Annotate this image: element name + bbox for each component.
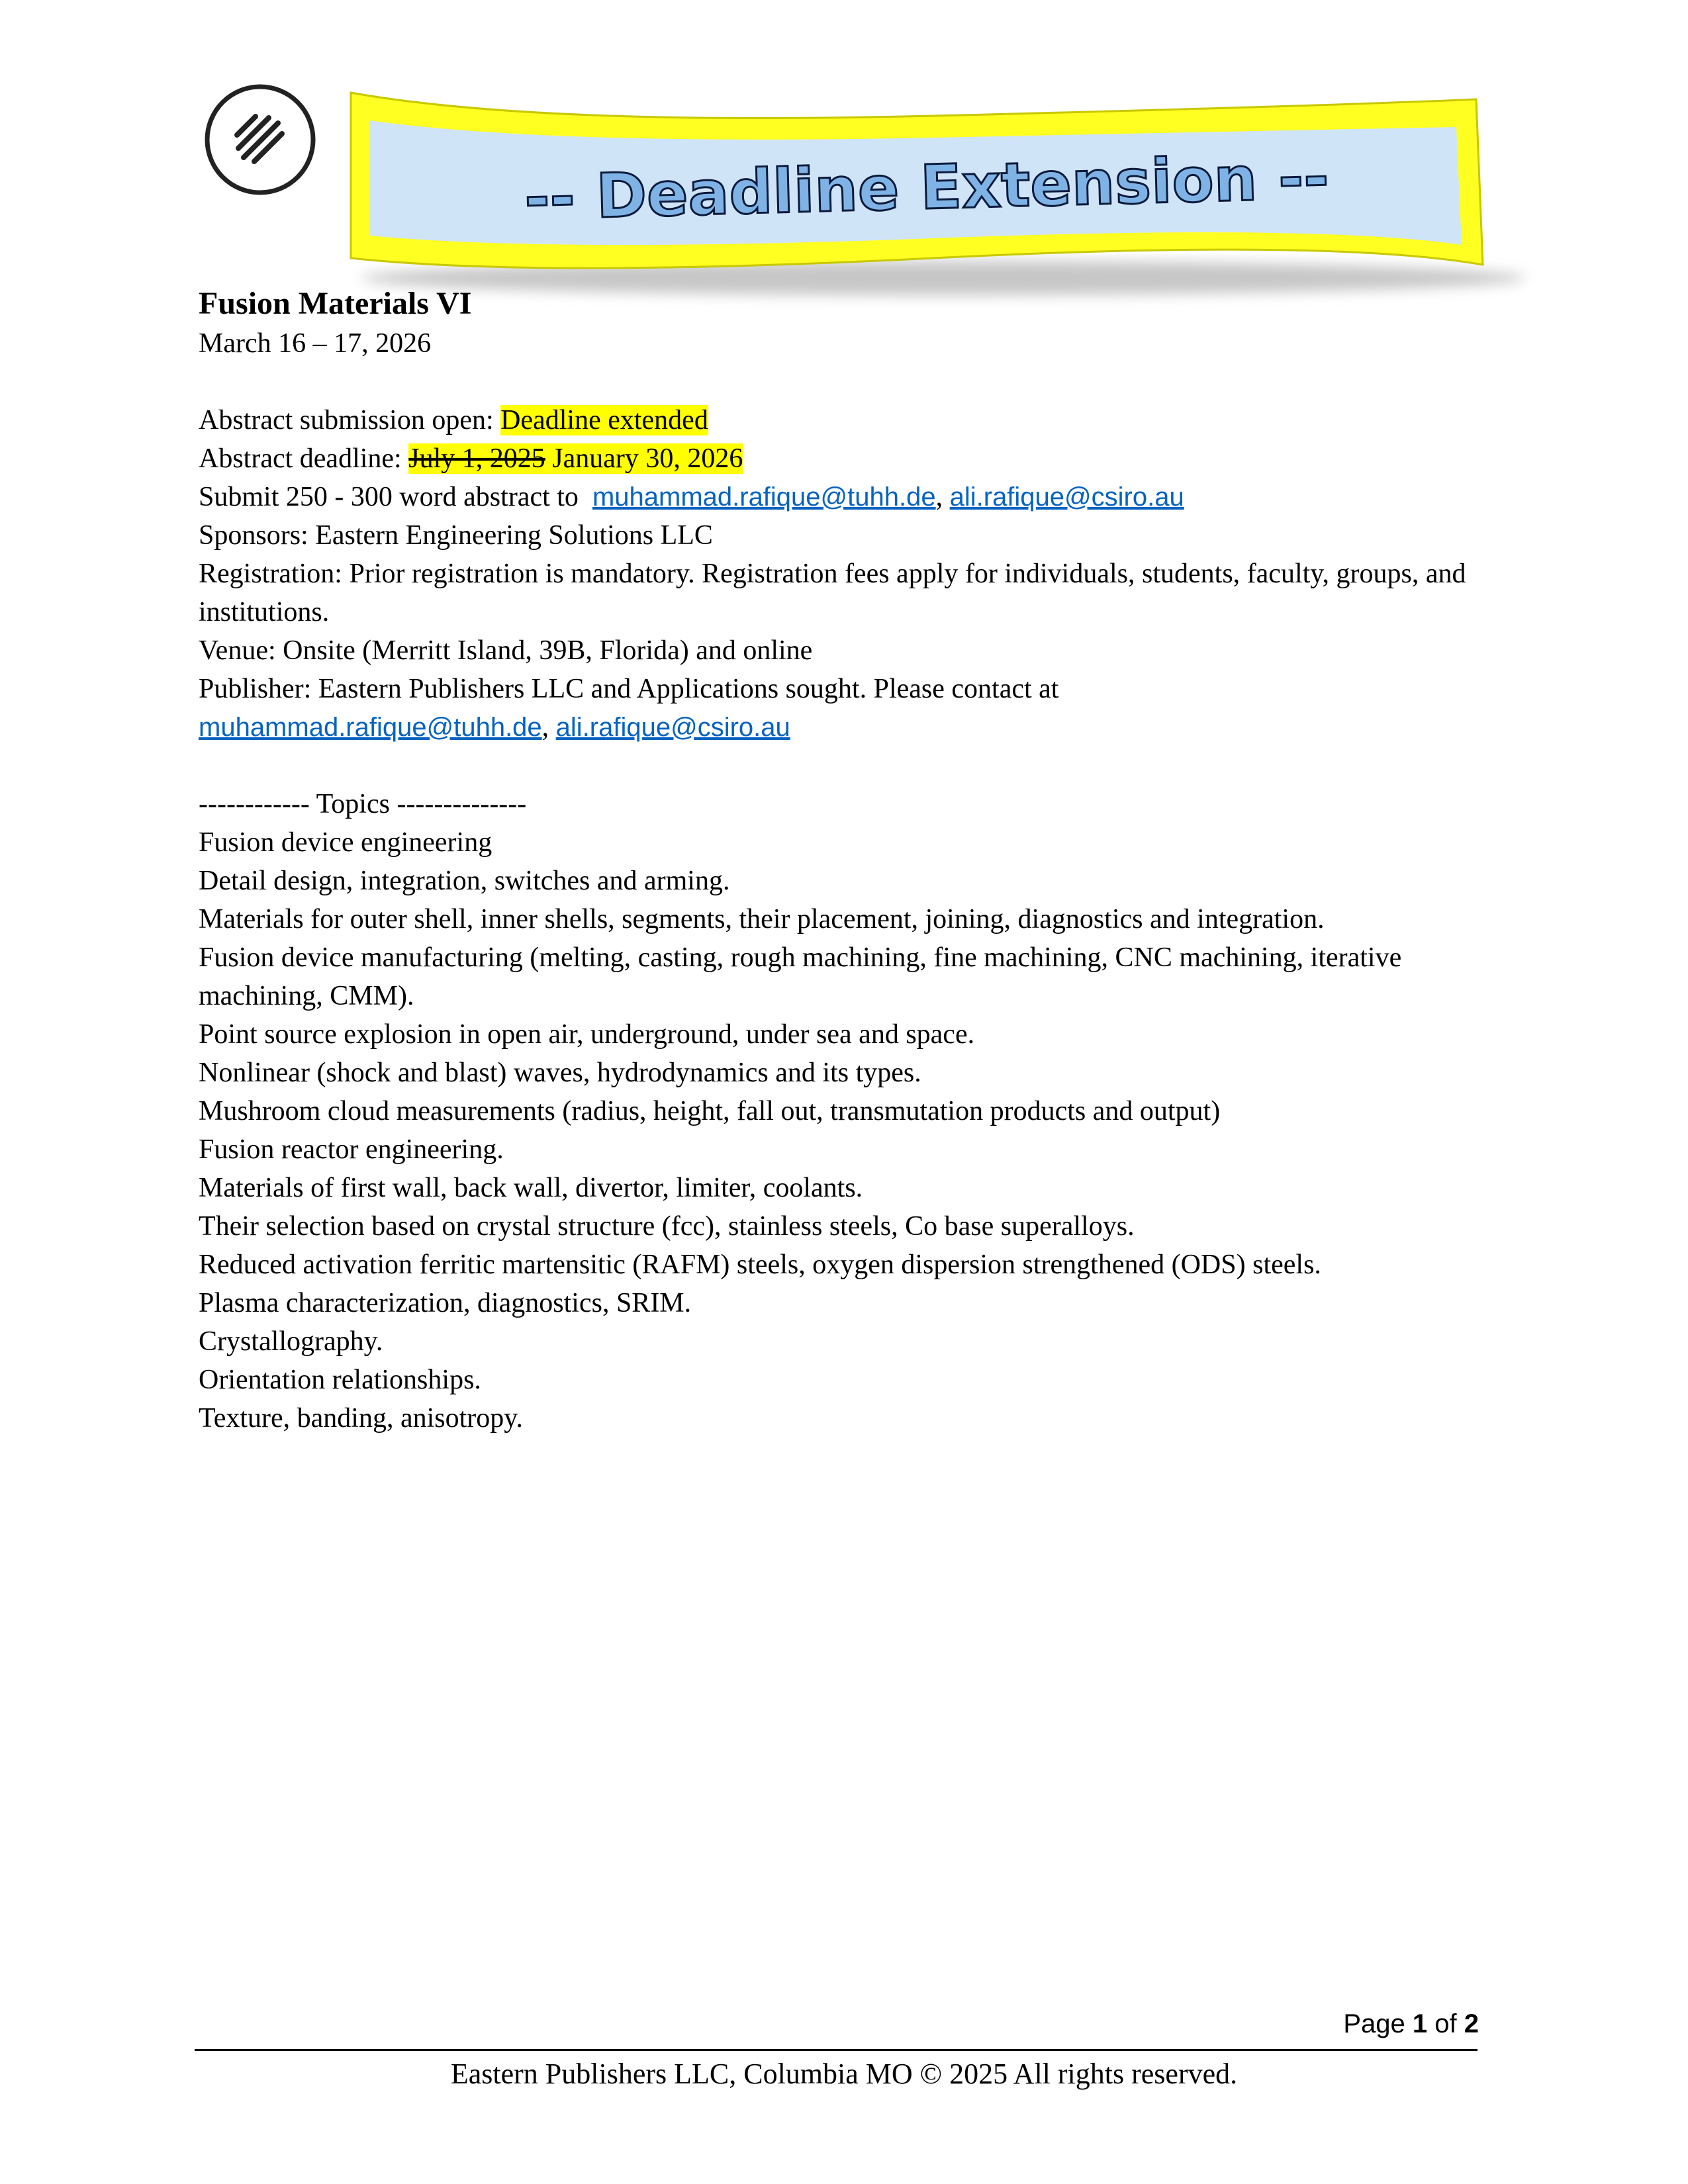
publisher-info: Publisher: Eastern Publishers LLC and Applications sought. Please contact at: [199, 674, 1059, 704]
conference-dates: March 16 – 17, 2026: [199, 328, 432, 359]
abstract-deadline: Abstract deadline: July 1, 2025 January 30, 2026: [199, 443, 743, 474]
list-item: Materials for outer shell, inner shells, segments, their placement, joining, diagnostics and integration.: [199, 904, 1325, 934]
announcement-body: [199, 283, 1509, 1437]
new-deadline: January 30, 2026: [552, 443, 743, 474]
list-item: Their selection based on crystal structure (fcc), stainless steels, Co base superalloys.: [199, 1211, 1135, 1242]
submit-instructions: Submit 250 - 300 word abstract to muhammad.rafique@tuhh.de, ali.rafique@csiro.au: [199, 482, 1184, 512]
submission-status-highlight: Deadline extended: [500, 405, 708, 435]
list-item: Fusion reactor engineering.: [199, 1134, 504, 1165]
page-number: Page 1 of 2: [1343, 2009, 1479, 2038]
list-item: Crystallography.: [199, 1326, 383, 1357]
registration-info: Registration: Prior registration is mandatory. Registration fees apply for individuals, students, faculty, groups, and institutions.: [199, 559, 1466, 627]
list-item: Nonlinear (shock and blast) waves, hydrodynamics and its types.: [199, 1058, 921, 1088]
list-item: Fusion device engineering: [199, 827, 492, 858]
logo-icon: [203, 82, 318, 197]
email-link-1[interactable]: muhammad.rafique@tuhh.de: [592, 482, 936, 512]
deadline-extension-banner: [338, 79, 1549, 318]
email-link-4[interactable]: ali.rafique@csiro.au: [555, 713, 790, 742]
venue-info: Venue: Onsite (Merritt Island, 39B, Florida) and online: [199, 635, 813, 666]
footer-copyright: Eastern Publishers LLC, Columbia MO © 2025 All rights reserved.: [450, 2058, 1238, 2090]
list-item: Orientation relationships.: [199, 1365, 481, 1395]
list-item: Mushroom cloud measurements (radius, height, fall out, transmutation products and output): [199, 1096, 1221, 1126]
topics-heading: ------------ Topics --------------: [199, 789, 527, 819]
list-item: Plasma characterization, diagnostics, SRIM.: [199, 1288, 692, 1318]
email-link-3[interactable]: muhammad.rafique@tuhh.de: [199, 713, 542, 742]
list-item: Point source explosion in open air, underground, under sea and space.: [199, 1019, 975, 1050]
sponsors: Sponsors: Eastern Engineering Solutions LLC: [199, 520, 713, 551]
email-link-2[interactable]: ali.rafique@csiro.au: [949, 482, 1184, 512]
topics-list: [199, 823, 1509, 1437]
list-item: Materials of first wall, back wall, divertor, limiter, coolants.: [199, 1173, 863, 1203]
footer-divider: [195, 2049, 1477, 2051]
banner-text: -- Deadline Extension --: [523, 142, 1330, 234]
old-deadline: July 1, 2025: [408, 443, 545, 474]
contact-emails: muhammad.rafique@tuhh.de, ali.rafique@csiro.au: [199, 712, 790, 743]
list-item: Texture, banding, anisotropy.: [199, 1403, 524, 1433]
conference-title: Fusion Materials VI: [199, 286, 472, 321]
list-item: Reduced activation ferritic martensitic (RAFM) steels, oxygen dispersion strengthened (ODS) steels.: [199, 1250, 1321, 1280]
list-item: Fusion device manufacturing (melting, casting, rough machining, fine machining, CNC machining, iterative machining, CMM).: [199, 942, 1402, 1011]
list-item: Detail design, integration, switches and arming.: [199, 866, 730, 896]
submission-status: Abstract submission open: Deadline extended: [199, 405, 708, 435]
